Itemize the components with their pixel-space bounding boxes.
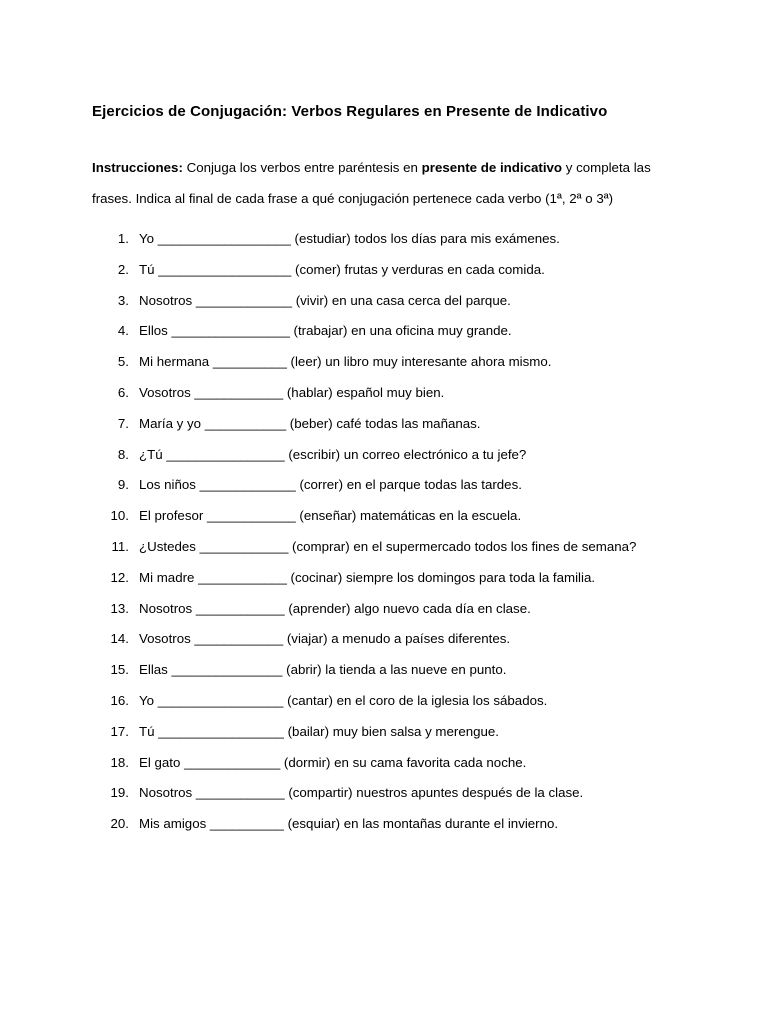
exercise-sentence: El gato _____________ (dormir) en su cama favorita cada noche.: [139, 754, 527, 770]
exercise-item: [0, 628, 768, 659]
exercise-item: [0, 782, 768, 813]
exercise-sentence: Ellas _______________ (abrir) la tienda a las nueve en punto.: [139, 662, 507, 678]
exercise-number: 9.: [117, 477, 129, 493]
exercise-sentence: Mi hermana __________ (leer) un libro muy interesante ahora mismo.: [139, 354, 552, 370]
exercise-number: 4.: [117, 323, 129, 339]
exercise-item: [0, 752, 768, 783]
exercise-sentence: Vosotros ____________ (viajar) a menudo a países diferentes.: [139, 631, 511, 647]
exercise-sentence: Ellos ________________ (trabajar) en una oficina muy grande.: [139, 323, 512, 339]
exercise-item: [0, 382, 768, 413]
exercise-sentence: Tú __________________ (comer) frutas y verduras en cada comida.: [139, 261, 545, 277]
exercise-item: [0, 259, 768, 290]
exercise-number: 20.: [110, 816, 129, 832]
exercise-number: 18.: [110, 754, 129, 770]
exercise-item: [0, 444, 768, 475]
instructions-paragraph: [92, 152, 692, 214]
exercise-number: 14.: [110, 631, 129, 647]
exercise-number: 8.: [117, 446, 129, 462]
exercise-number: 11.: [111, 538, 129, 554]
exercise-sentence: Nosotros _____________ (vivir) en una casa cerca del parque.: [139, 292, 511, 308]
exercise-item: [0, 413, 768, 444]
exercise-number: 13.: [110, 600, 129, 616]
exercise-item: [0, 505, 768, 536]
exercise-number: 15.: [110, 662, 129, 678]
exercise-number: 6.: [117, 384, 129, 400]
exercise-sentence: Los niños _____________ (correr) en el parque todas las tardes.: [139, 477, 522, 493]
exercise-sentence: Nosotros ____________ (aprender) algo nuevo cada día en clase.: [139, 600, 531, 616]
exercise-number: 7.: [117, 415, 129, 431]
exercise-item: [0, 567, 768, 598]
instructions-bold-text: presente de indicativo: [421, 160, 563, 175]
exercise-item: [0, 598, 768, 629]
exercise-sentence: ¿Tú ________________ (escribir) un correo electrónico a tu jefe?: [139, 446, 527, 462]
exercise-item: [0, 474, 768, 505]
exercise-sentence: María y yo ___________ (beber) café todas las mañanas.: [139, 415, 481, 431]
exercise-sentence: Tú _________________ (bailar) muy bien salsa y merengue.: [139, 723, 499, 739]
instructions-text-2: y completa las frases. Indica al final de cada frase a qué conjugación pertenece cada verbo (1ª, 2ª o 3ª): [92, 160, 651, 206]
exercise-list: [0, 228, 768, 844]
exercise-sentence: Nosotros ____________ (compartir) nuestros apuntes después de la clase.: [139, 785, 584, 801]
exercise-sentence: Vosotros ____________ (hablar) español muy bien.: [139, 384, 445, 400]
instructions-text-1: Conjuga los verbos entre paréntesis en: [182, 160, 422, 175]
exercise-item: [0, 228, 768, 259]
exercise-number: 1.: [117, 231, 129, 246]
exercise-sentence: Yo _________________ (cantar) en el coro de la iglesia los sábados.: [139, 692, 548, 708]
page-title: Ejercicios de Conjugación: Verbos Regulares en Presente de Indicativo: [92, 103, 608, 120]
exercise-number: 3.: [117, 292, 129, 308]
exercise-item: [0, 320, 768, 351]
exercise-item: [0, 351, 768, 382]
exercise-sentence: Mis amigos __________ (esquiar) en las montañas durante el invierno.: [139, 816, 559, 832]
exercise-number: 19.: [110, 785, 129, 801]
exercise-item: [0, 659, 768, 690]
exercise-sentence: El profesor ____________ (enseñar) matemáticas en la escuela.: [139, 508, 522, 524]
exercise-item: [0, 290, 768, 321]
exercise-sentence: Yo __________________ (estudiar) todos los días para mis exámenes.: [139, 231, 560, 246]
exercise-number: 12.: [110, 569, 129, 585]
exercise-item: [0, 690, 768, 721]
exercise-item: [0, 536, 768, 567]
exercise-number: 2.: [117, 261, 129, 277]
exercise-number: 5.: [117, 354, 129, 370]
exercise-item: [0, 721, 768, 752]
exercise-number: 17.: [110, 723, 129, 739]
exercise-sentence: ¿Ustedes ____________ (comprar) en el supermercado todos los fines de semana?: [139, 538, 637, 554]
exercise-item: [0, 813, 768, 844]
exercise-number: 16.: [110, 692, 129, 708]
exercise-sentence: Mi madre ____________ (cocinar) siempre los domingos para toda la familia.: [139, 569, 596, 585]
instructions-label: Instrucciones:: [92, 160, 183, 175]
exercise-number: 10.: [110, 508, 129, 524]
